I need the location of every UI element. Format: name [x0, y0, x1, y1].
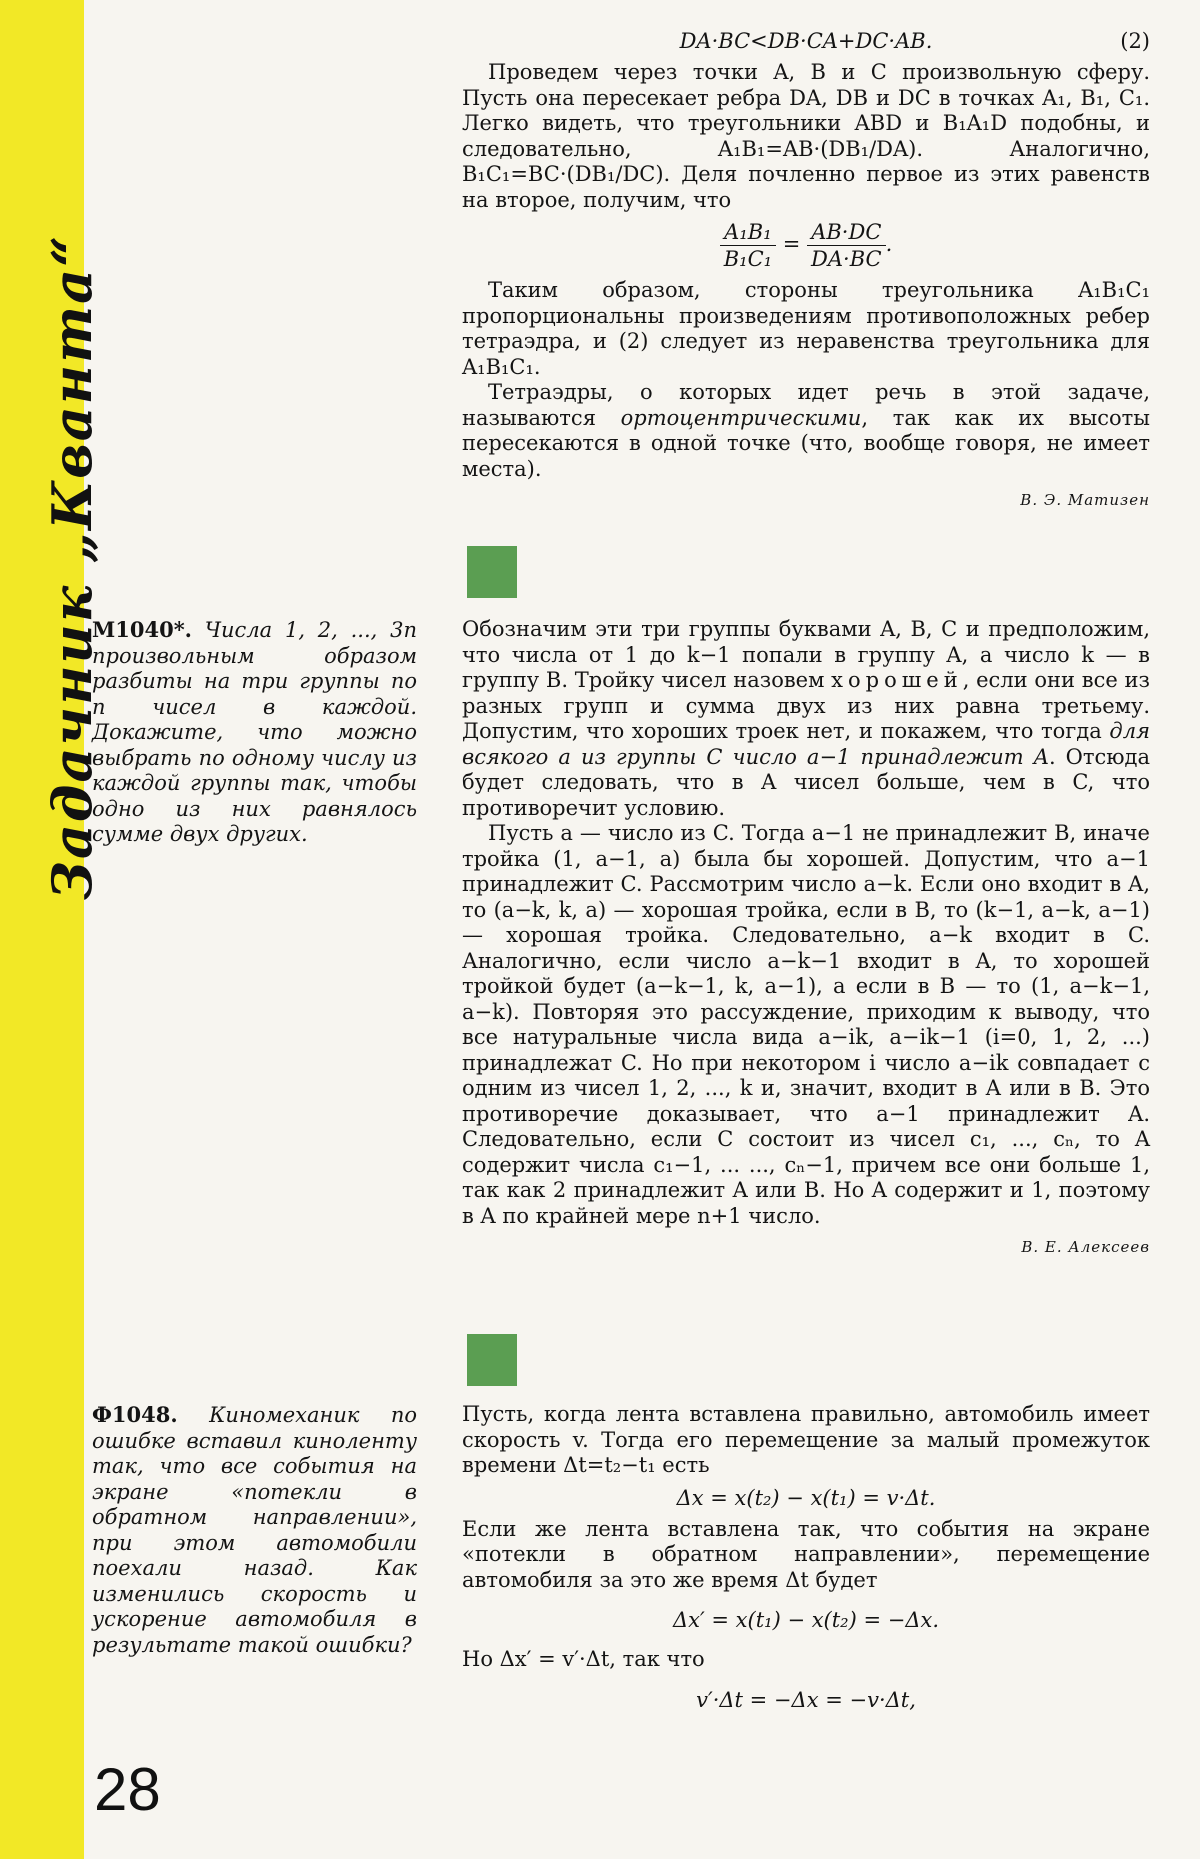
author-signature: В. Э. Матизен: [1020, 491, 1150, 509]
green-marker: [467, 546, 517, 598]
solution-paragraph: Проведем через точки A, B и C произвольную сферу. Пусть она пересекает ребра DA, DB и DC в точках A₁, B₁, C₁. Легко видеть, что треугольники ABD и B₁A₁D подобны, и следовательно, A₁B₁=AB·(DB₁/DA). Аналогично, B₁C₁=BC·(DB₁/DC). Деля почленно первое из этих равенств на второе, получим, что: [462, 60, 1150, 212]
green-marker: [467, 1334, 517, 1386]
velocity-formula: v′·Δt = −Δx = −v·Δt,: [696, 1687, 916, 1712]
solution-paragraph: Пусть, когда лента вставлена правильно, автомобиль имеет скорость v. Тогда его перемещение за малый промежуток времени Δt=t₂−t₁ есть: [462, 1402, 1150, 1477]
solution-f1048: [462, 1402, 1150, 1727]
solution-paragraph: Тетраэдры, о которых идет речь в этой задаче, называются ортоцентрическими, так как их высоты пересекаются в одной точке (что, вообще говоря, не имеет места).: [462, 380, 1150, 481]
previous-solution: [462, 22, 1150, 514]
reverse-displacement-formula: Δx′ = x(t₁) − x(t₂) = −Δx.: [672, 1608, 940, 1632]
problem-text: Киномеханик по ошибке вставил киноленту так, что все события на экране «потекли в обратном направлении», при этом автомобили поехали назад. Как изменились скорость и ускорение автомобиля в результате такой ошибки?: [92, 1403, 417, 1657]
problem-id: Ф1048.: [92, 1402, 178, 1427]
solution-paragraph: Но Δx′ = v′·Δt, так что: [462, 1647, 705, 1671]
displacement-formula: Δx = x(t₂) − x(t₁) = v·Δt.: [676, 1485, 936, 1510]
problem-text: Числа 1, 2, ..., 3n произвольным образом разбиты на три группы по n чисел в каждой. Докажите, что можно выбрать по одному числу из каждой группы так, чтобы одно из них равнялось сумме двух других.: [92, 618, 417, 846]
problem-id: М1040*.: [92, 617, 192, 642]
solution-paragraph: Таким образом, стороны треугольника A₁B₁C₁ пропорциональны произведениям противоположных ребер тетраэдра, и (2) следует из неравенства треугольника для A₁B₁C₁.: [462, 278, 1150, 379]
solution-paragraph: Если же лента вставлена так, что события на экране «потекли в обратном направлении», перемещение автомобиля за это же время Δt будет: [462, 1516, 1150, 1592]
section-title: Задачник „Кванта“: [40, 233, 104, 900]
solution-paragraph: Пусть a — число из C. Тогда a−1 не принадлежит B, иначе тройка (1, a−1, a) была бы хорошей. Допустим, что a−1 принадлежит C. Рассмотрим число a−k. Если оно входит в A, то (a−k, k, a) — хорошая тройка, если в B, то (k−1, a−k, a−1) — хорошая тройка. Следовательно, a−k входит в C. Аналогично, если число a−k−1 входит в A, то хорошей тройкой будет (a−k−1, k, a−1), а если в B — то (1, a−k−1, a−k). Повторяя это рассуждение, приходим к выводу, что все натуральные числа вида a−ik, a−ik−1 (i=0, 1, 2, ...) принадлежат C. Но при некотором i число a−ik совпадает с одним из чисел 1, 2, ..., k и, значит, входит в A или в B. Это противоречие доказывает, что a−1 принадлежит A. Следовательно, если C состоит из чисел c₁, ..., cₙ, то A содержит числа c₁−1, ... ..., cₙ−1, причем все они больше 1, так как 2 принадлежит A или B. Но A содержит и 1, поэтому в A по крайней мере n+1 число.: [462, 821, 1150, 1228]
ratio-formula: $\frac{\text{A₁B₁}}{\text{B₁C₁}}$ = $\frac{AB\cdot DC}{DA\cdot BC}$ .: [462, 219, 1150, 272]
fraction-left: $\frac{\text{A₁B₁}}{\text{B₁C₁}}$: [720, 219, 776, 272]
page-number: 28: [94, 1756, 161, 1823]
formula-number: (2): [1120, 29, 1150, 53]
solution-paragraph: Обозначим эти три группы буквами A, B, C и предположим, что числа от 1 до k−1 попали в группу A, а число k — в группу B. Тройку чисел назовем хорошей, если они все из разных групп и сумма двух из них равна третьему. Допустим, что хороших троек нет, и покажем, что тогда для всякого a из группы C число a−1 принадлежит A. Отсюда будет следовать, что в A чисел больше, чем в C, что противоречит условию.: [462, 617, 1150, 820]
fraction-right: $\frac{AB\cdot DC}{DA\cdot BC}$: [807, 219, 886, 272]
author-signature: В. Е. Алексеев: [1021, 1238, 1150, 1256]
problem-statement-m1040: [92, 617, 417, 848]
solution-m1040: [462, 617, 1150, 1261]
problem-statement-f1048: [92, 1402, 417, 1658]
inequality-formula: [462, 28, 1150, 54]
inequality-expression: DA·BC<DB·CA+DC·AB.: [679, 29, 933, 53]
